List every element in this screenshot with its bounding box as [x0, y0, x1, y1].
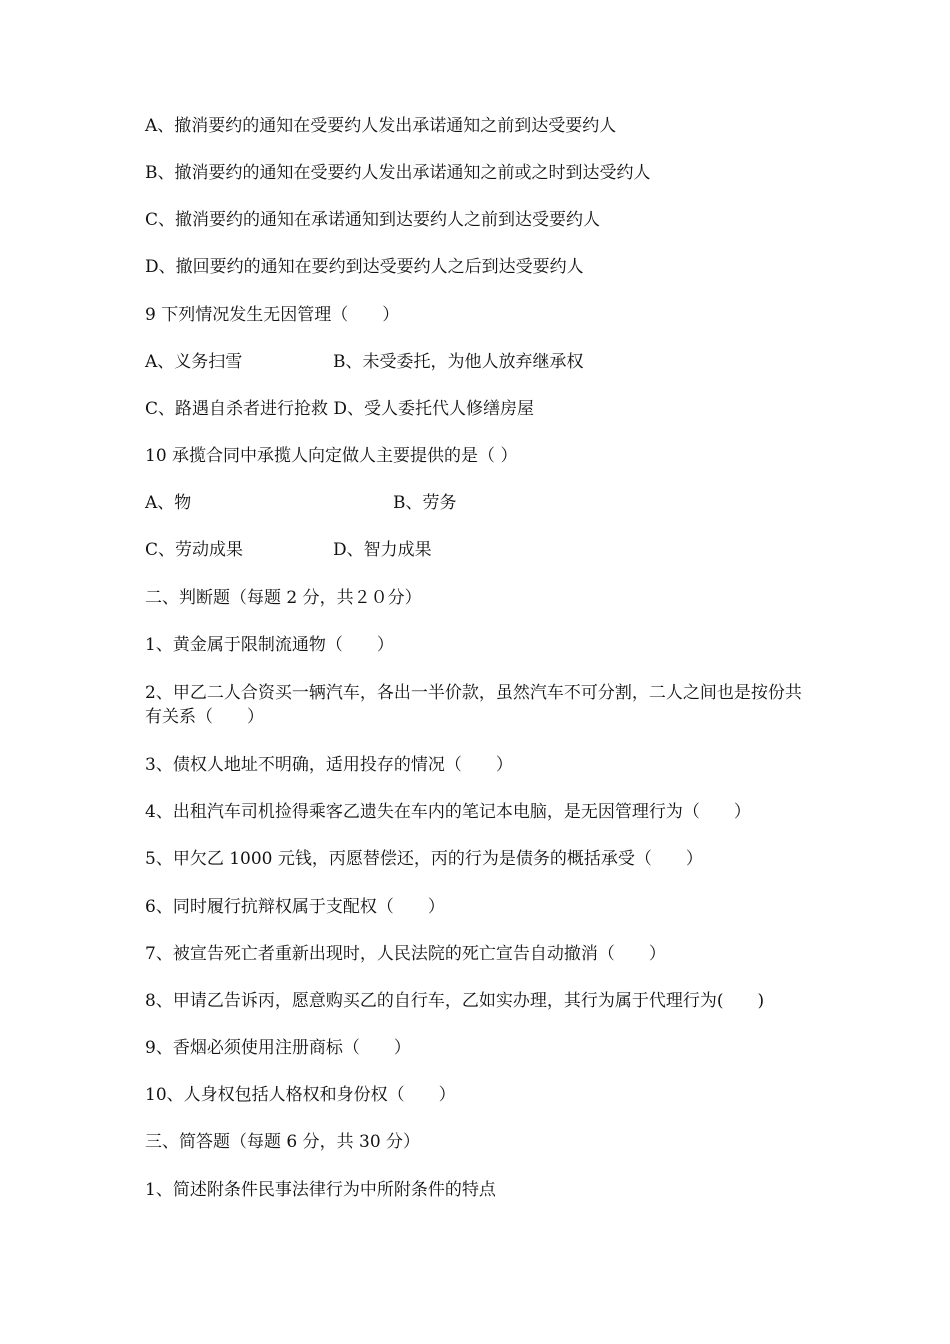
q10-option-d: D、智力成果 [333, 540, 432, 560]
section2-item-2: 2、甲乙二人合资买一辆汽车，各出一半价款，虽然汽车不可分割，二人之间也是按份共有关系（ ） [145, 683, 802, 727]
section2-item-10: 10、人身权包括人格权和身份权（ ） [145, 1085, 456, 1105]
q10-option-c: C、劳动成果 [145, 540, 244, 560]
section2-item-3: 3、债权人地址不明确，适用投存的情况（ ） [145, 755, 513, 775]
section2-title: 二、判断题（每题 2 分，共２０分） [145, 588, 422, 608]
section3-title: 三、简答题（每题 6 分，共 30 分） [145, 1132, 421, 1152]
q9-option-cd: C、路遇自杀者进行抢救 D、受人委托代人修缮房屋 [145, 399, 535, 419]
section2-item-7: 7、被宣告死亡者重新出现时，人民法院的死亡宣告自动撤消（ ） [145, 944, 666, 964]
q10-option-b: B、劳务 [393, 493, 457, 513]
q8-option-a: A、撤消要约的通知在受要约人发出承诺通知之前到达受要约人 [145, 116, 617, 136]
section2-item-9: 9、香烟必须使用注册商标（ ） [145, 1038, 411, 1058]
q9-option-a: A、义务扫雪 [145, 352, 243, 372]
q9-option-b: B、未受委托，为他人放弃继承权 [333, 352, 584, 372]
q8-option-c: C、撤消要约的通知在承诺通知到达要约人之前到达受要约人 [145, 210, 601, 230]
section2-item-1: 1、黄金属于限制流通物（ ） [145, 635, 394, 655]
section2-item-8: 8、甲请乙告诉丙，愿意购买乙的自行车，乙如实办理，其行为属于代理行为( ) [145, 991, 765, 1011]
q8-option-d: D、撤回要约的通知在要约到达受要约人之后到达受要约人 [145, 257, 584, 277]
q9-stem: 9 下列情况发生无因管理（ ） [145, 305, 400, 325]
section2-item-6: 6、同时履行抗辩权属于支配权（ ） [145, 897, 445, 917]
section3-item-1: 1、简述附条件民事法律行为中所附条件的特点 [145, 1180, 496, 1200]
q10-option-a: A、物 [145, 493, 192, 513]
section2-item-5: 5、甲欠乙 1000 元钱，丙愿替偿还，丙的行为是债务的概括承受（ ） [145, 849, 703, 869]
section2-item-4: 4、出租汽车司机捡得乘客乙遗失在车内的笔记本电脑，是无因管理行为（ ） [145, 802, 751, 822]
q8-option-b: B、撤消要约的通知在受要约人发出承诺通知之前或之时到达受约人 [145, 163, 651, 183]
q10-stem: 10 承揽合同中承揽人向定做人主要提供的是（ ） [145, 446, 518, 466]
